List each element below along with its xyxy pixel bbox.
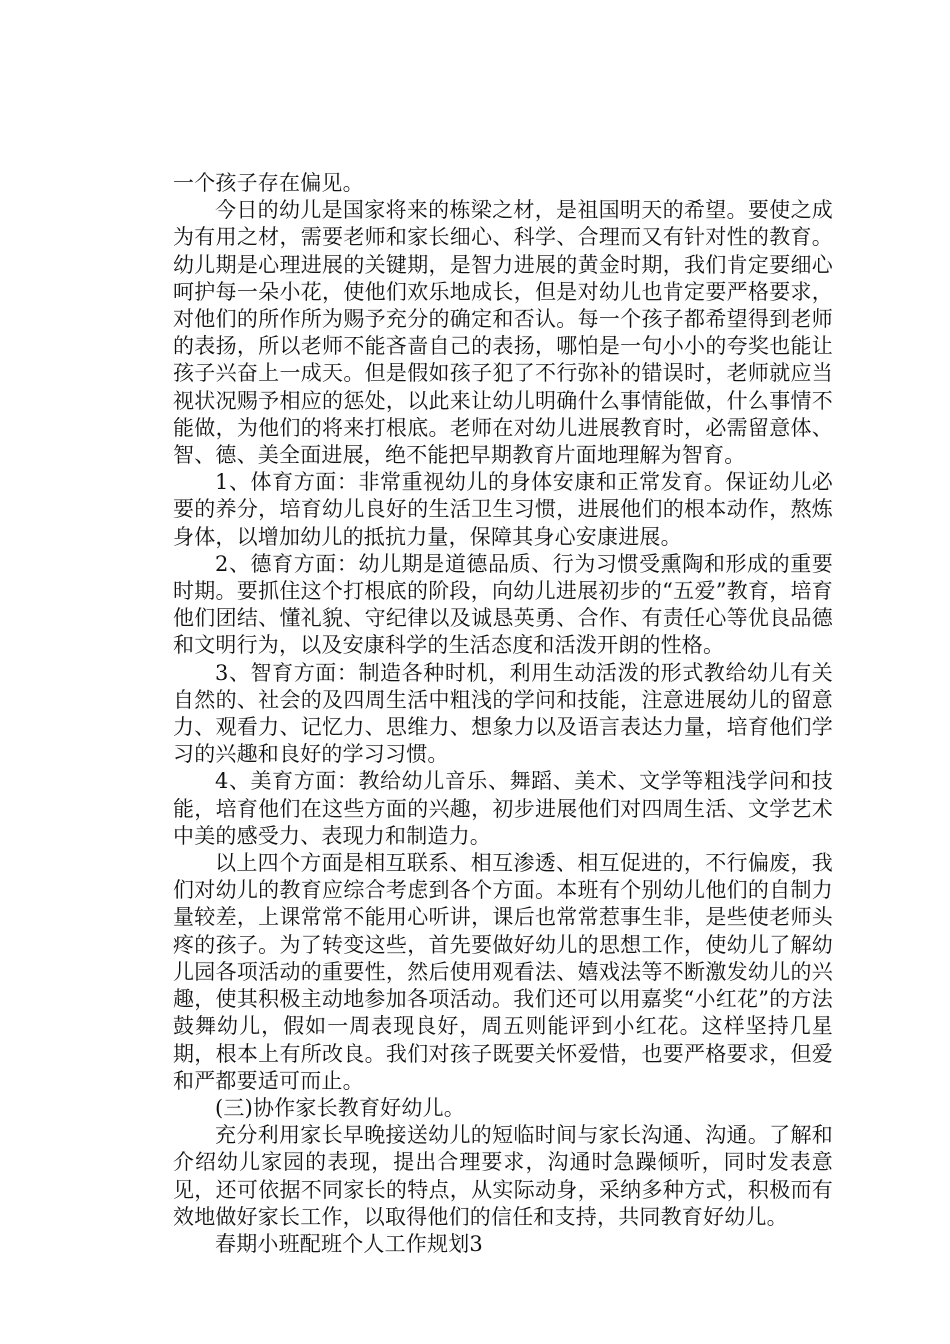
paragraph-children-future: 今日的幼儿是国家将来的栋梁之材，是祖国明天的希望。要使之成为有用之材，需要老师和家长细心、科学、合理而又有针对性的教育。幼儿期是心理进展的关键期，是智力进展的黄金时期，我们肯定要细心呵护每一朵小花，使他们欢乐地成长，但是对幼儿也肯定要严格要求，对他们的所作所为赐予充分的确定和否认。每一个孩子都希望得到老师的表扬，所以老师不能吝啬自己的表扬，哪怕是一句小小的夸奖也能让孩子兴奋上一成天。但是假如孩子犯了不行弥补的错误时，老师就应当视状况赐予相应的惩处，以此来让幼儿明确什么事情能做，什么事情不能做，为他们的将来打根底。老师在对幼儿进展教育时，必需留意体、智、德、美全面进展，绝不能把早期教育片面地理解为智育。 [173, 198, 833, 468]
paragraph-continuation: 一个孩子存在偏见。 [173, 171, 364, 195]
paragraph-physical-education: 1、体育方面：非常重视幼儿的身体安康和正常发育。保证幼儿必要的养分，培育幼儿良好的生活卫生习惯，进展他们的根本动作，熬炼身体，以增加幼儿的抵抗力量，保障其身心安康进展。 [173, 470, 833, 549]
paragraph-four-aspects: 以上四个方面是相互联系、相互渗透、相互促进的，不行偏废，我们对幼儿的教育应综合考虑到各个方面。本班有个别幼儿他们的自制力量较差，上课常常不能用心听讲，课后也常常惹事生非，是些使老师头疼的孩子。为了转变这些，首先要做好幼儿的思想工作，使幼儿了解幼儿园各项活动的重要性，然后使用观看法、嬉戏法等不断激发幼儿的兴趣，使其积极主动地参加各项活动。我们还可以用嘉奖“小红花”的方法鼓舞幼儿，假如一周表现良好，周五则能评到小红花。这样坚持几星期，根本上有所改良。我们对孩子既要关怀爱惜，也要严格要求，但爱和严都要适可而止。 [173, 851, 833, 1093]
paragraph-intellectual-education: 3、智育方面：制造各种时机，利用生动活泼的形式教给幼儿有关自然的、社会的及四周生活中粗浅的学问和技能，注意进展幼儿的留意力、观看力、记忆力、思维力、想象力以及语言表达力量，培育他们学习的兴趣和良好的学习习惯。 [173, 660, 833, 767]
paragraph-parent-communication: 充分利用家长早晚接送幼儿的短临时间与家长沟通、沟通。了解和介绍幼儿家园的表现，提出合理要求，沟通时急躁倾听，同时发表意见，还可依据不同家长的特点，从实际动身，采纳多种方式，积极而有效地做好家长工作，以取得他们的信任和支持，共同教育好幼儿。 [173, 1123, 833, 1229]
document-body [173, 170, 833, 1258]
section-heading-parent-cooperation: (三)协作家长教育好幼儿。 [215, 1095, 465, 1120]
paragraph-aesthetic-education: 4、美育方面：教给幼儿音乐、舞蹈、美术、文学等粗浅学问和技能，培育他们在这些方面的兴趣，初步进展他们对四周生活、文学艺术中美的感受力、表现力和制造力。 [173, 769, 833, 848]
paragraph-moral-education: 2、德育方面：幼儿期是道德品质、行为习惯受熏陶和形成的重要时期。要抓住这个打根底的阶段，向幼儿进展初步的“五爱”教育，培育他们团结、懂礼貌、守纪律以及诚恳英勇、合作、有责任心等优良品德和文明行为，以及安康科学的生活态度和活泼开朗的性格。 [173, 551, 833, 658]
next-document-title: 春期小班配班个人工作规划3 [215, 1231, 483, 1256]
